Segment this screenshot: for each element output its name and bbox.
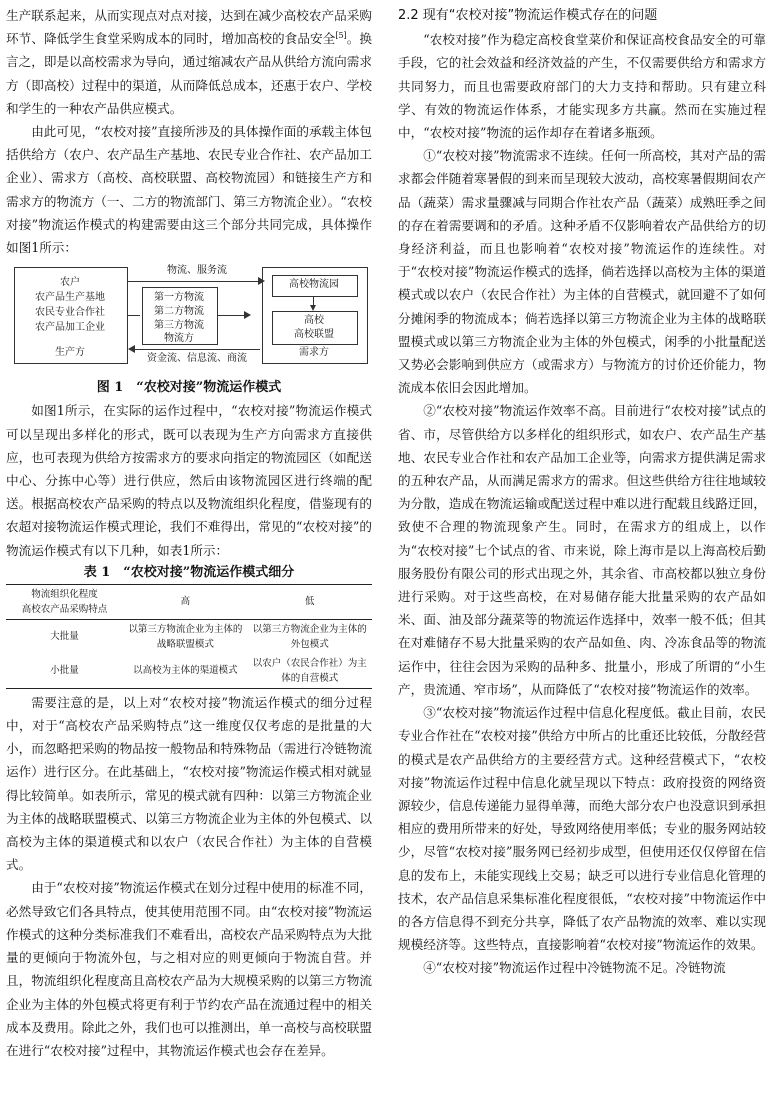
producer-item: 农民专业合作社 xyxy=(35,307,105,319)
logistics-label: 物流方 xyxy=(164,333,194,345)
table-row xyxy=(6,619,372,654)
table-caption: 表 1 “农校对接”物流运作模式细分 xyxy=(83,564,295,580)
logistics-item: 第二方物流 xyxy=(154,306,204,318)
demand-label: 需求方 xyxy=(299,347,329,359)
supply-arrow xyxy=(128,315,140,316)
mode-table xyxy=(6,584,372,689)
paragraph: 由于“农校对接”物流运作模式在划分过程中使用的标准不同，必然导致它们各具特点，使其使用范围不同。由“农校对接”物流运作模式的这种分类标准我们不难看出，高校农产品采购特点为大批量的更倾向于物流外包，与之相对应的则更倾向于物流自营。并且，物流组织化程度高且高校农产品为大规模采购的以第三方物流企业为主体的外包模式将更有利于节约农产品在流通过程中的相关成本及费用。除此之外，我们也可以推测出，单一高校与高校联盟在进行“农校对接”过程中，其物流运作模式也会存在差异。 xyxy=(6,880,372,1058)
logistics-arrow xyxy=(218,315,246,316)
figure-caption: 图 1 “农校对接”物流运作模式 xyxy=(96,380,282,396)
paragraph: ③“农校对接”物流运作过程中信息化程度低。截止目前，农民专业合作社在“农校对接”供给方中所占的比重还比较低，分散经营的模式是农产品供给方的主要经营方式。这种经营模式下，“农校对接”物流运作过程中信息化就呈现以下特点：政府投资的网络资源较少，信息传递能力显得单薄，而绝大部分农户也没意识到承担相应的费用所带来的好处，导致网络使用率低；专业的服务网站较少，尽管“农校对接”服务网已经初步成型，但使用还仅仅停留在信息的发布上，未能实现线上交易；缺乏可以进行专业信息化管理的技术，农产品信息采集标准化程度很低，“农校对接”中物流运作中的各方信息得不到充分共享，降低了农产品物流的效率、难以实现规模经济等。这些特点，直接影响着“农校对接”物流运作的效果。 xyxy=(398,705,766,953)
paragraph: 需要注意的是，以上对“农校对接”物流运作模式的细分过程中，对于“高校农产品采购特点”这一维度仅仅考虑的是批量的大小，而忽略把采购的物品按一般物品和特殊物品（需进行冷链物流运作）进行区分。在此基础上，“农校对接”物流运作模式相对就显得比较简单。如表所示，常见的模式就有四种：以第三方物流企业为主体的战略联盟模式、以第三方物流企业为主体的外包模式、以高校为主体的渠道模式和以农户（农民合作社）为主体的自营模式。 xyxy=(6,694,372,873)
paragraph: ②“农校对接”物流运作效率不高。目前进行“农校对接”试点的省、市，尽管供给方以多样化的组织形式，如农户、农产品生产基地、农民专业合作社和农产品加工企业等，向需求方提供满足需求的五种农产品，从而满足需求方的需求。但这些供给方往往地域较为分散，造成在物流运输或配送过程中难以进行配载且线路迂回，致使不合理的物流现象产生。同时，在需求方的组成上，以作为“农校对接”七个试点的省、市来说，除上海市是以上海高校后勤服务股份有限公司的形式出现之外，其余省、市高校都以独立身份进行采购。对于这些高校，在对易储存能大批量采购的农产品如米、面、油及部分蔬菜等的物流运作选择中，效率一般不低；但其在对难储存不易大批量采购的农产品如鱼、肉、冷冻食品等的物流运作中，往往会因为采购的品种多、批量小，形成了所谓的“小生产，贵流通、窄市场”，从而降低了“农校对接”物流运作的效率。 xyxy=(398,403,766,697)
producer-label: 生产方 xyxy=(55,347,85,359)
section-heading: 2.2 现有“农校对接”物流运作模式存在的问题 xyxy=(398,8,658,23)
logistics-item: 第三方物流 xyxy=(154,320,204,332)
citation-ref[interactable]: [5] xyxy=(335,31,347,41)
row-label: 大批量 xyxy=(50,631,79,643)
table-corner-cell: 物流组织化程度 高校农产品采购特点 xyxy=(6,584,123,619)
park-label: 高校物流园 xyxy=(289,279,339,291)
paragraph: ④“农校对接”物流运作过程中冷链物流不足。冷链物流 xyxy=(423,960,726,976)
row-label: 小批量 xyxy=(6,654,123,689)
top-flow-label: 物流、服务流 xyxy=(167,265,227,277)
demand-item: 高校 xyxy=(304,315,324,327)
bottom-flow-label: 资金流、信息流、商流 xyxy=(147,353,247,365)
right-column xyxy=(398,4,766,980)
table-cell: 以高校为主体的渠道模式 xyxy=(123,654,247,689)
paragraph: ①“农校对接”物流需求不连续。任何一所高校，其对产品的需求都会伴随着寒暑假的到来而呈现较大波动，高校寒暑假期间农产品（蔬菜）需求量骤减与同期合作社农产品（蔬菜）成熟旺季之间的存在着需要调和的矛盾。这种矛盾不仅影响着农产品供给方的切身经济利益，而且也影响着“农校对接”物流运作的连续性。对于“农校对接”物流运作模式的选择，倘若选择以高校为主体的渠道模式或以农户（农民合作社）为主体的自营模式，就回避不了如何分摊闲季的物流成本；倘若选择以第三方物流企业为主体的战略联盟模式或以第三方物流企业为主体的外包模式，闲季的小批量配送又势必会影响到供应方（或需求方）与物流方的讨价还价能力，物流成本依旧会因此增加。 xyxy=(398,148,766,396)
paragraph: 如图1所示，在实际的运作过程中，“农校对接”物流运作模式可以呈现出多样化的形式，既可以表现为生产方向需求方直接供应，也可表现为供给方按需求方的要求向指定的物流园区（如配送中心、分拣中心等）进行供应，然后由该物流园区进行终端的配送。根据高校农产品采购的特点以及物流组织化程度，借鉴现有的农超对接物流运作模式理论，我们不难得出，常见的“农校对接”的物流运作模式有以下几种，如表1所示： xyxy=(6,403,372,558)
table-row xyxy=(6,654,372,689)
arrow-head-icon xyxy=(244,311,251,319)
logistics-item: 第一方物流 xyxy=(154,292,204,304)
producer-item: 农户 xyxy=(60,277,80,289)
producer-item: 农产品生产基地 xyxy=(35,292,105,304)
figure-1-diagram xyxy=(6,265,372,372)
demand-item: 高校联盟 xyxy=(294,329,334,341)
top-flow-arrow xyxy=(128,281,260,282)
table-cell: 以第三方物流企业为主体的战略联盟模式 xyxy=(128,623,243,650)
producer-item: 农产品加工企业 xyxy=(35,322,105,334)
paragraph: “农校对接”作为稳定高校食堂菜价和保证高校食品安全的可靠手段，它的社会效益和经济效益的产生，不仅需要供给方和需求方共同努力，而且也需要政府部门的大力支持和帮助。只有建立科学、有效的物流运作体系，才能实现多方共赢。然而在实施过程中，“农校对接”物流的运作却存在着诸多瓶颈。 xyxy=(398,32,766,141)
paragraph: 生产联系起来，从而实现点对点对接，达到在减少高校农产品采购环节、降低学生食堂采购成本的同时，增加高校的食品安全[5]。换言之，即是以高校需求为导向，通过缩减农产品从供给方流向需求方（即高校）过程中的渠道，从而降低总成本，还惠于农户、学校和学生的一种农产品供应模式。 xyxy=(6,8,373,116)
left-column xyxy=(6,4,372,1062)
arrow-head-icon xyxy=(128,345,135,353)
column-header-low: 低 xyxy=(248,584,372,619)
table-header-row xyxy=(6,584,372,619)
bottom-flow-arrow xyxy=(134,349,260,350)
table-cell: 以农户（农民合作社）为主体的自营模式 xyxy=(248,654,372,689)
table-cell: 以第三方物流企业为主体的外包模式 xyxy=(252,623,367,650)
paragraph: 由此可见，“农校对接”直接所涉及的具体操作面的承载主体包括供给方（农户、农产品生产基地、农民专业合作社、农产品加工企业）、需求方（高校、高校联盟、高校物流园）和链接生产方和需求方的物流方（一、二方的物流部门、第三方物流企业）。“农校对接”物流运作模式的构建需要由这三个部分共同完成，具体操作如图1所示： xyxy=(6,124,372,256)
column-header-high: 高 xyxy=(123,584,247,619)
